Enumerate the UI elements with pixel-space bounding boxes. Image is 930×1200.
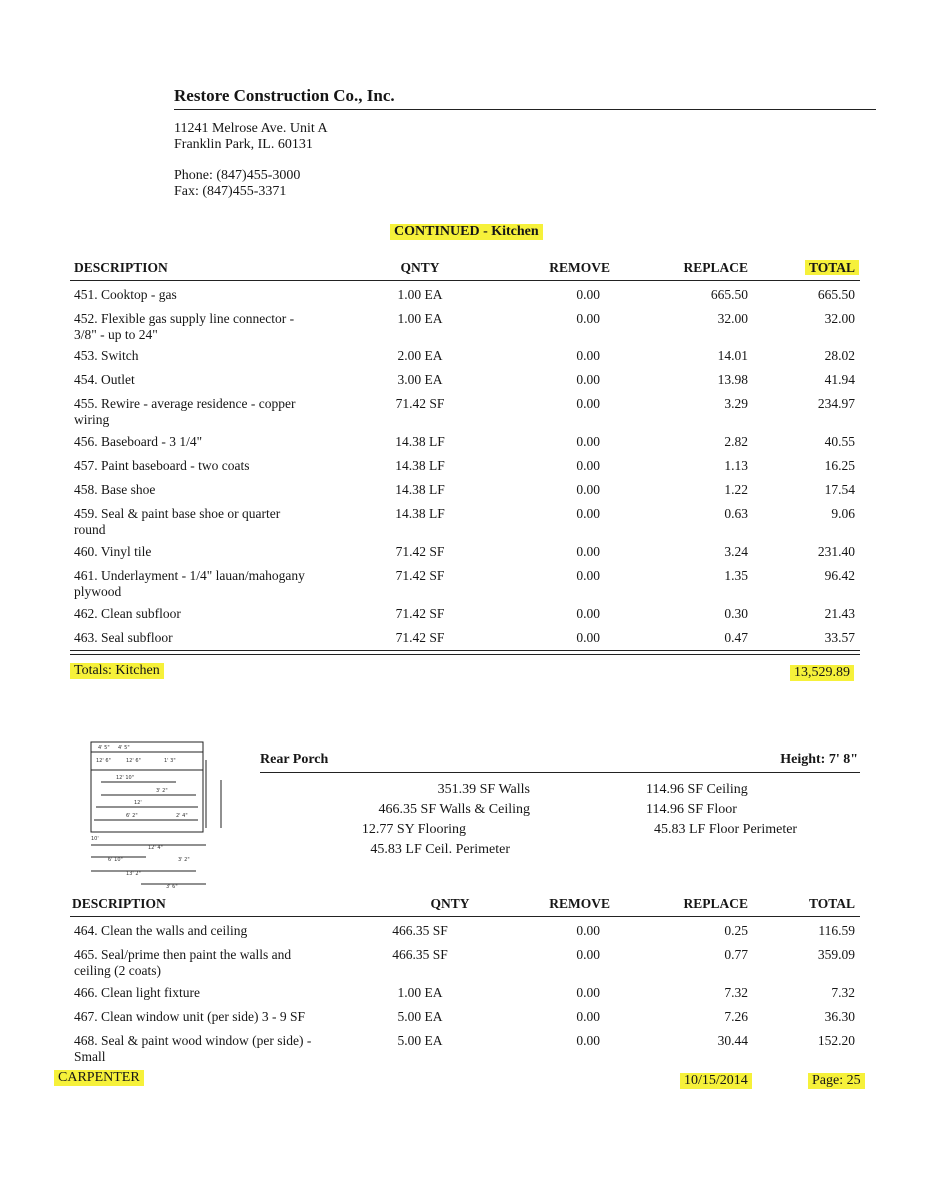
- line-item-description-text: 451. Cooktop - gas: [74, 287, 177, 302]
- col-total-label: TOTAL: [805, 260, 859, 275]
- line-item-replace: 0.25: [724, 923, 748, 938]
- line-item-description-text: 466. Clean light fixture: [74, 985, 200, 1000]
- room-name: Rear Porch: [260, 752, 329, 767]
- line-item-qty: 1.00 EA: [397, 985, 443, 1000]
- col-description: DESCRIPTION: [72, 896, 166, 911]
- measurements-left: [340, 780, 530, 860]
- header-rule: [174, 109, 876, 110]
- line-item-description-text: 464. Clean the walls and ceiling: [74, 923, 248, 938]
- sketch-label: 3' 2": [178, 857, 190, 863]
- line-item-qty: 5.00 EA: [397, 1009, 443, 1024]
- address-line2: Franklin Park, IL. 60131: [174, 137, 313, 152]
- line-item-description-text: 457. Paint baseboard - two coats: [74, 458, 250, 473]
- line-item-qty: 2.00 EA: [397, 348, 443, 363]
- line-item-replace: 3.24: [724, 544, 748, 559]
- line-item-qty: 14.38 LF: [395, 506, 445, 521]
- sketch-label: 12' 4": [148, 845, 163, 851]
- line-item-description-text: 456. Baseboard - 3 1/4": [74, 434, 203, 449]
- line-item-replace: 0.30: [724, 606, 748, 621]
- room-height: Height: 7' 8": [780, 752, 858, 767]
- line-item-description-text: 467. Clean window unit (per side) 3 - 9 SF: [74, 1009, 305, 1024]
- kitchen-bottom-rule-2: [70, 654, 860, 655]
- line-item-description: [74, 287, 344, 303]
- line-item-description-text: 455. Rewire - average residence - copper: [74, 396, 296, 411]
- sketch-label: 13' 2": [126, 871, 141, 877]
- line-item-total: 234.97: [817, 396, 855, 411]
- line-item-replace: 0.63: [724, 506, 748, 521]
- line-item-remove: 0.00: [576, 985, 600, 1000]
- section-title: CONTINUED - Kitchen: [390, 224, 543, 240]
- line-item-description-text: 461. Underlayment - 1/4" lauan/mahogany: [74, 568, 305, 583]
- line-item-remove: 0.00: [576, 923, 600, 938]
- line-item-remove: 0.00: [576, 1009, 600, 1024]
- line-item-remove: 0.00: [576, 606, 600, 621]
- sketch-label: 6' 10": [108, 857, 123, 863]
- line-item-description-text: 452. Flexible gas supply line connector -: [74, 311, 295, 326]
- room-sketch: [86, 740, 246, 890]
- line-item-description-text: 462. Clean subfloor: [74, 606, 181, 621]
- line-item-qty: 71.42 SF: [395, 568, 445, 583]
- line-item-replace: 32.00: [717, 311, 748, 326]
- line-item-total: 36.30: [824, 1009, 855, 1024]
- line-item-description: [74, 458, 344, 474]
- line-item-description-cont: round: [74, 522, 106, 537]
- company-name: Restore Construction Co., Inc.: [174, 86, 395, 105]
- measurement: 45.83 LF Ceil. Perimeter: [370, 842, 510, 857]
- footer-date: 10/15/2014: [680, 1073, 752, 1089]
- sketch-label: 12' 6": [96, 758, 111, 764]
- line-item-replace: 1.35: [724, 568, 748, 583]
- sketch-label: 4' 5": [98, 745, 110, 751]
- line-item-replace: 0.47: [724, 630, 748, 645]
- line-item-remove: 0.00: [576, 287, 600, 302]
- col-remove: REMOVE: [549, 260, 610, 275]
- sketch-label: 12': [134, 800, 142, 806]
- line-item-replace: 3.29: [724, 396, 748, 411]
- line-item-description-cont: plywood: [74, 584, 122, 599]
- line-item-description: [74, 434, 344, 450]
- line-item-remove: 0.00: [576, 947, 600, 962]
- line-item-qty: 14.38 LF: [395, 434, 445, 449]
- line-item-total: 32.00: [824, 311, 855, 326]
- line-item-total: 116.59: [818, 923, 855, 938]
- line-item-description-text: 454. Outlet: [74, 372, 135, 387]
- line-item-description: [74, 396, 344, 428]
- line-item-qty: 71.42 SF: [395, 544, 445, 559]
- line-item-description: [74, 482, 344, 498]
- line-item-description: [74, 1033, 344, 1065]
- line-item-remove: 0.00: [576, 348, 600, 363]
- measurements-right: [646, 780, 797, 840]
- line-item-total: 17.54: [824, 482, 855, 497]
- line-item-remove: 0.00: [576, 1033, 600, 1048]
- line-item-replace: 14.01: [717, 348, 748, 363]
- line-item-description-text: 458. Base shoe: [74, 482, 156, 497]
- line-item-replace: 13.98: [717, 372, 748, 387]
- line-item-qty: 466.35 SF: [392, 923, 448, 938]
- line-item-total: 21.43: [824, 606, 855, 621]
- line-item-total: 9.06: [831, 506, 855, 521]
- line-item-qty: 466.35 SF: [392, 947, 448, 962]
- line-item-qty: 1.00 EA: [397, 311, 443, 326]
- line-item-total: 231.40: [817, 544, 855, 559]
- line-item-description-text: 453. Switch: [74, 348, 139, 363]
- line-item-description-text: 468. Seal & paint wood window (per side) -: [74, 1033, 312, 1048]
- line-item-replace: 2.82: [724, 434, 748, 449]
- line-item-remove: 0.00: [576, 482, 600, 497]
- line-item-description-text: 465. Seal/prime then paint the walls and: [74, 947, 292, 962]
- line-item-remove: 0.00: [576, 458, 600, 473]
- line-item-remove: 0.00: [576, 568, 600, 583]
- line-item-total: 33.57: [824, 630, 855, 645]
- kitchen-bottom-rule-1: [70, 650, 860, 651]
- line-item-description-text: 460. Vinyl tile: [74, 544, 152, 559]
- line-item-qty: 1.00 EA: [397, 287, 443, 302]
- kitchen-header-rule: [70, 280, 860, 281]
- line-item-qty: 71.42 SF: [395, 606, 445, 621]
- col-total: TOTAL: [808, 896, 855, 911]
- line-item-remove: 0.00: [576, 434, 600, 449]
- line-item-total: 16.25: [824, 458, 855, 473]
- line-item-qty: 14.38 LF: [395, 458, 445, 473]
- line-item-total: 28.02: [824, 348, 855, 363]
- sketch-label: 6' 2": [126, 813, 138, 819]
- line-item-replace: 30.44: [717, 1033, 748, 1048]
- line-item-total: 40.55: [824, 434, 855, 449]
- line-item-description: [74, 348, 344, 364]
- line-item-description: [74, 372, 344, 388]
- line-item-description: [74, 630, 344, 646]
- line-item-description: [74, 923, 344, 939]
- line-item-description: [74, 544, 344, 560]
- measurement: 351.39 SF Walls: [437, 782, 530, 797]
- line-item-total: 41.94: [824, 372, 855, 387]
- col-qnty: QNTY: [400, 260, 440, 275]
- line-item-qty: 5.00 EA: [397, 1033, 443, 1048]
- measurement: 12.77 SY Flooring: [361, 822, 466, 837]
- sketch-label: 4' 5": [118, 745, 130, 751]
- measurement: 114.96 SF Ceiling: [646, 782, 748, 797]
- line-item-description: [74, 947, 344, 979]
- line-item-description: [74, 606, 344, 622]
- line-item-replace: 7.32: [724, 985, 748, 1000]
- line-item-qty: 71.42 SF: [395, 396, 445, 411]
- sketch-label: 1' 3": [164, 758, 176, 764]
- measurement: 466.35 SF Walls & Ceiling: [378, 802, 530, 817]
- col-replace: REPLACE: [683, 896, 748, 911]
- line-item-description-cont: Small: [74, 1049, 106, 1064]
- line-item-total: 665.50: [817, 287, 855, 302]
- fax: Fax: (847)455-3371: [174, 184, 287, 199]
- line-item-replace: 1.13: [724, 458, 748, 473]
- line-item-qty: 3.00 EA: [397, 372, 443, 387]
- line-item-description: [74, 311, 344, 343]
- line-item-description-cont: wiring: [74, 412, 110, 427]
- porch-header-rule: [70, 916, 860, 917]
- line-item-description: [74, 985, 344, 1001]
- line-item-replace: 7.26: [724, 1009, 748, 1024]
- line-item-total: 7.32: [831, 985, 855, 1000]
- line-item-description-cont: 3/8" - up to 24": [74, 327, 158, 342]
- line-item-remove: 0.00: [576, 506, 600, 521]
- measurement: 114.96 SF Floor: [646, 802, 737, 817]
- col-remove: REMOVE: [549, 896, 610, 911]
- col-total: [802, 260, 862, 276]
- line-item-qty: 14.38 LF: [395, 482, 445, 497]
- line-item-qty: 71.42 SF: [395, 630, 445, 645]
- footer-page: Page: 25: [808, 1073, 865, 1089]
- col-description: DESCRIPTION: [74, 260, 168, 275]
- footer-left: CARPENTER: [54, 1070, 144, 1086]
- phone: Phone: (847)455-3000: [174, 168, 301, 183]
- sketch-label: 3' 6": [166, 884, 178, 890]
- line-item-remove: 0.00: [576, 311, 600, 326]
- room-rule: [260, 772, 860, 773]
- line-item-total: 96.42: [824, 568, 855, 583]
- address-line1: 11241 Melrose Ave. Unit A: [174, 121, 328, 136]
- line-item-remove: 0.00: [576, 630, 600, 645]
- line-item-description: [74, 568, 344, 600]
- col-replace: REPLACE: [683, 260, 748, 275]
- line-item-replace: 0.77: [724, 947, 748, 962]
- line-item-total: 152.20: [817, 1033, 855, 1048]
- kitchen-totals-label: Totals: Kitchen: [70, 663, 164, 679]
- line-item-description-cont: ceiling (2 coats): [74, 963, 161, 978]
- sketch-label: 10': [91, 836, 99, 842]
- line-item-description: [74, 506, 344, 538]
- sketch-label: 3' 2": [156, 788, 168, 794]
- line-item-replace: 665.50: [710, 287, 748, 302]
- col-qnty: QNTY: [430, 896, 470, 911]
- line-item-remove: 0.00: [576, 372, 600, 387]
- sketch-label: 2' 4": [176, 813, 188, 819]
- line-item-description-text: 459. Seal & paint base shoe or quarter: [74, 506, 281, 521]
- kitchen-totals-value: 13,529.89: [790, 665, 854, 681]
- line-item-description-text: 463. Seal subfloor: [74, 630, 173, 645]
- line-item-remove: 0.00: [576, 544, 600, 559]
- line-item-replace: 1.22: [724, 482, 748, 497]
- sketch-label: 12' 10": [116, 775, 134, 781]
- measurement: 45.83 LF Floor Perimeter: [654, 822, 798, 837]
- line-item-description: [74, 1009, 344, 1025]
- sketch-label: 12' 6": [126, 758, 141, 764]
- line-item-remove: 0.00: [576, 396, 600, 411]
- line-item-total: 359.09: [817, 947, 855, 962]
